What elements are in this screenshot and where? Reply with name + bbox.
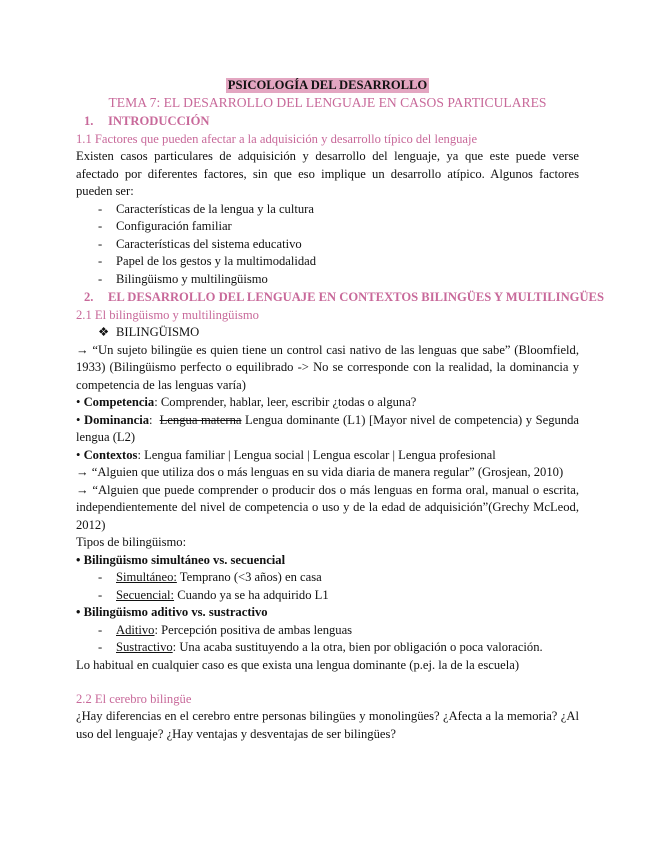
contextos-text: : Lengua familiar | Lengua social | Lengua escolar | Lengua profesional xyxy=(137,447,496,462)
title-wrap xyxy=(76,76,579,94)
bullet-dot: • xyxy=(76,552,81,567)
definition-grechy xyxy=(76,482,579,535)
list-item xyxy=(98,639,579,657)
definition-text: “Alguien que utiliza dos o más lenguas en su vida diaria de manera regular” (Grosjean, 2010) xyxy=(88,465,564,479)
list-item xyxy=(98,201,579,219)
tipos-label: Tipos de bilingüismo: xyxy=(76,535,187,549)
definition-text: “Alguien que puede comprender o producir dos o más lenguas en forma oral, manual o escrita, independientemente del nivel de competencia o uso y de la edad de adquisición”(Grechy McLeod, 2012) xyxy=(76,482,579,532)
list-item-text: Configuración familiar xyxy=(116,219,232,233)
item-label: Simultáneo: xyxy=(116,570,177,584)
dash-bullet: - xyxy=(98,570,103,584)
item-label: Aditivo xyxy=(116,622,155,637)
simultaneo-list xyxy=(76,569,579,604)
competencia-text: : Comprender, hablar, leer, escribir ¿todas o alguna? xyxy=(154,395,417,409)
competencia-label: Competencia xyxy=(83,395,155,409)
list-item xyxy=(98,587,579,605)
list-item-text: Bilingüismo y multilingüismo xyxy=(116,271,268,286)
item-text: Cuando ya se ha adquirido L1 xyxy=(174,587,329,602)
dash-bullet: - xyxy=(98,622,103,637)
dash-bullet: - xyxy=(98,219,103,233)
section-2-number: 2. xyxy=(84,290,94,304)
contextos-line xyxy=(76,447,579,465)
item-text: : Una acaba sustituyendo a la otra, bien por obligación o poca valoración. xyxy=(172,640,543,654)
section-1-title: INTRODUCCIÓN xyxy=(108,114,210,128)
dominancia-text: Lengua dominante (L1) [Mayor nivel de competencia) y Segunda lengua (L2) xyxy=(76,412,580,444)
aditivo-list xyxy=(76,622,579,657)
subsection-1-1-heading: 1.1 Factores que pueden afectar a la adquisición y desarrollo típico del lenguaje xyxy=(76,132,478,146)
aditivo-heading xyxy=(76,604,579,622)
habitual-paragraph: Lo habitual en cualquier caso es que exista una lengua dominante (p.ej. la de la escuela) xyxy=(76,657,520,672)
bullet-dot: • xyxy=(76,395,81,409)
dash-bullet: - xyxy=(98,640,103,654)
dash-bullet: - xyxy=(98,254,103,268)
list-item xyxy=(98,218,579,236)
document-title: PSICOLOGÍA DEL DESARROLLO xyxy=(227,78,428,92)
dominancia-sep: : xyxy=(149,412,160,427)
factors-list xyxy=(76,201,579,289)
bilinguismo-item xyxy=(76,324,579,342)
list-item xyxy=(98,622,579,640)
list-item xyxy=(98,271,579,289)
list-item-text: Papel de los gestos y la multimodalidad xyxy=(116,254,317,268)
section-2-title: EL DESARROLLO DEL LENGUAJE EN CONTEXTOS BILINGÜES Y MULTILINGÜES xyxy=(108,290,604,304)
simultaneo-heading-text: Bilingüismo simultáneo vs. secuencial xyxy=(83,552,286,567)
cerebro-paragraph: ¿Hay diferencias en el cerebro entre personas bilingües y monolingües? ¿Afecta a la memoria? ¿Al uso del lenguaje? ¿Hay ventajas y desventajas de ser bilingües? xyxy=(76,709,579,741)
list-item xyxy=(98,569,579,587)
definition-text: “Un sujeto bilingüe es quien tiene un control casi nativo de las lenguas que sabe” (Bloomfield, 1933) (Bilingüismo perfecto o equilibrado -> No se corresponde con la realidad, la dominancia y competencia de las lenguas varía) xyxy=(76,342,579,392)
arrow-icon: → xyxy=(76,482,89,497)
dash-bullet: - xyxy=(98,587,103,602)
list-item-text: Características de la lengua y la cultura xyxy=(116,201,314,216)
dominancia-label: Dominancia xyxy=(83,412,150,427)
aditivo-heading-text: Bilingüismo aditivo vs. sustractivo xyxy=(83,605,268,619)
subsection-2-1-heading: 2.1 El bilingüismo y multilingüismo xyxy=(76,308,259,322)
list-item-text: Características del sistema educativo xyxy=(116,236,302,251)
section-1-number: 1. xyxy=(84,114,94,128)
item-text: Temprano (<3 años) en casa xyxy=(176,570,322,584)
subsection-2-2-heading: 2.2 El cerebro bilingüe xyxy=(76,692,192,706)
definition-grosjean xyxy=(76,464,579,482)
dash-bullet: - xyxy=(98,201,103,216)
list-item xyxy=(98,236,579,254)
definition-bloomfield xyxy=(76,342,579,395)
diamond-bullet-icon: ❖ xyxy=(98,325,110,339)
bilinguismo-label: BILINGÜISMO xyxy=(116,325,200,339)
arrow-icon: → xyxy=(76,342,89,357)
tema-heading: TEMA 7: EL DESARROLLO DEL LENGUAJE EN CASOS PARTICULARES xyxy=(108,95,547,110)
spacer xyxy=(76,674,579,690)
arrow-icon: → xyxy=(76,465,89,479)
dash-bullet: - xyxy=(98,236,103,251)
dash-bullet: - xyxy=(98,271,103,286)
bullet-dot: • xyxy=(76,605,81,619)
bullet-dot: • xyxy=(76,447,81,462)
dominancia-line xyxy=(76,412,579,447)
section-2-heading xyxy=(76,288,604,306)
item-label: Sustractivo xyxy=(116,640,173,654)
struck-text: Lengua materna xyxy=(159,412,242,427)
list-item xyxy=(98,253,579,271)
competencia-line xyxy=(76,394,579,412)
simultaneo-heading xyxy=(76,552,579,570)
bullet-dot: • xyxy=(76,412,81,427)
section-1-heading xyxy=(76,112,579,130)
contextos-label: Contextos xyxy=(83,447,138,462)
item-text: : Percepción positiva de ambas lenguas xyxy=(154,622,353,637)
item-label: Secuencial: xyxy=(116,587,175,602)
intro-paragraph: Existen casos particulares de adquisición y desarrollo del lenguaje, ya que este puede verse afectado por diferentes factores, sin que eso implique un desarrollo atípico. Algunos factores pueden ser: xyxy=(76,149,579,198)
